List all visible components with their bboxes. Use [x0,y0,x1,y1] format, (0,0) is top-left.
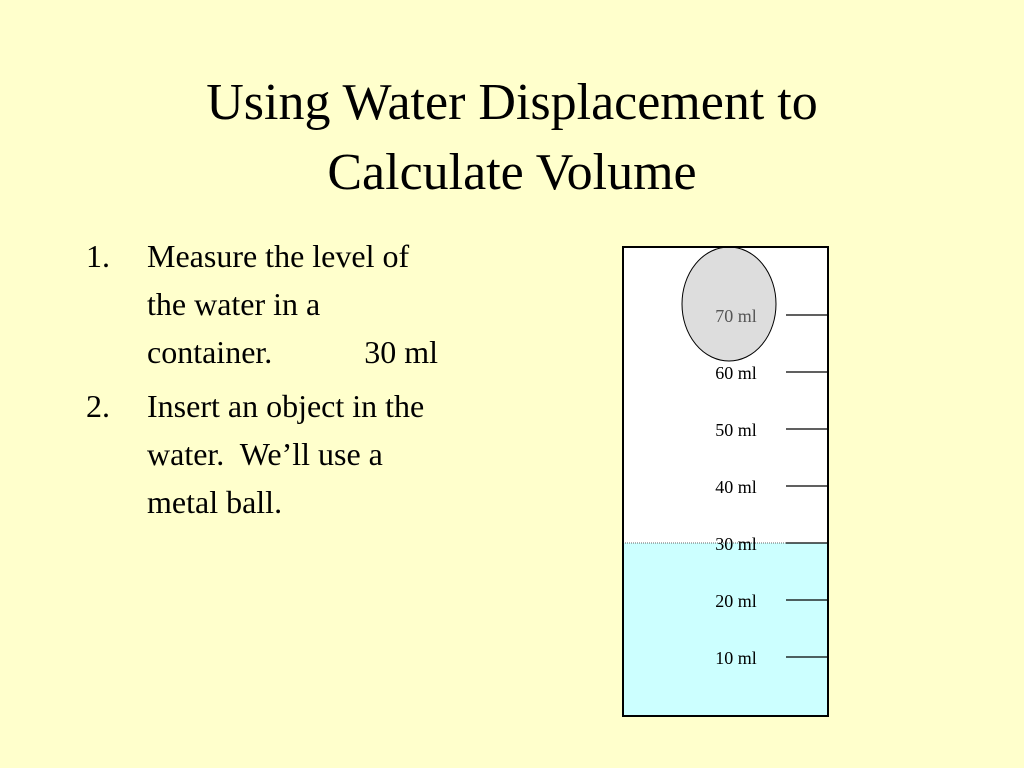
tick-label: 30 ml [715,534,757,554]
tick-label: 40 ml [715,477,757,497]
step-2-line-2: water. We’ll use a [147,436,383,472]
tick-label: 20 ml [715,591,757,611]
step-2-line-1: Insert an object in the [147,388,425,424]
title-line-2: Calculate Volume [327,144,697,201]
step-1-number: 1. [86,238,110,274]
ball-tick-label: 70 ml [715,306,757,326]
metal-ball [682,247,776,361]
tick-label: 60 ml [715,363,757,383]
water-fill [623,543,828,716]
step-1-line-2: the water in a [147,286,321,322]
step-1-measured-value: 30 ml [364,334,439,370]
step-1-line-1: Measure the level of [147,238,410,274]
step-2-number: 2. [86,388,110,424]
tick-label: 50 ml [715,420,757,440]
title-line-1: Using Water Displacement to [206,74,818,131]
step-1-line-3-text: container. [147,334,273,370]
tick-label: 10 ml [715,648,757,668]
step-2-line-3: metal ball. [147,484,283,520]
